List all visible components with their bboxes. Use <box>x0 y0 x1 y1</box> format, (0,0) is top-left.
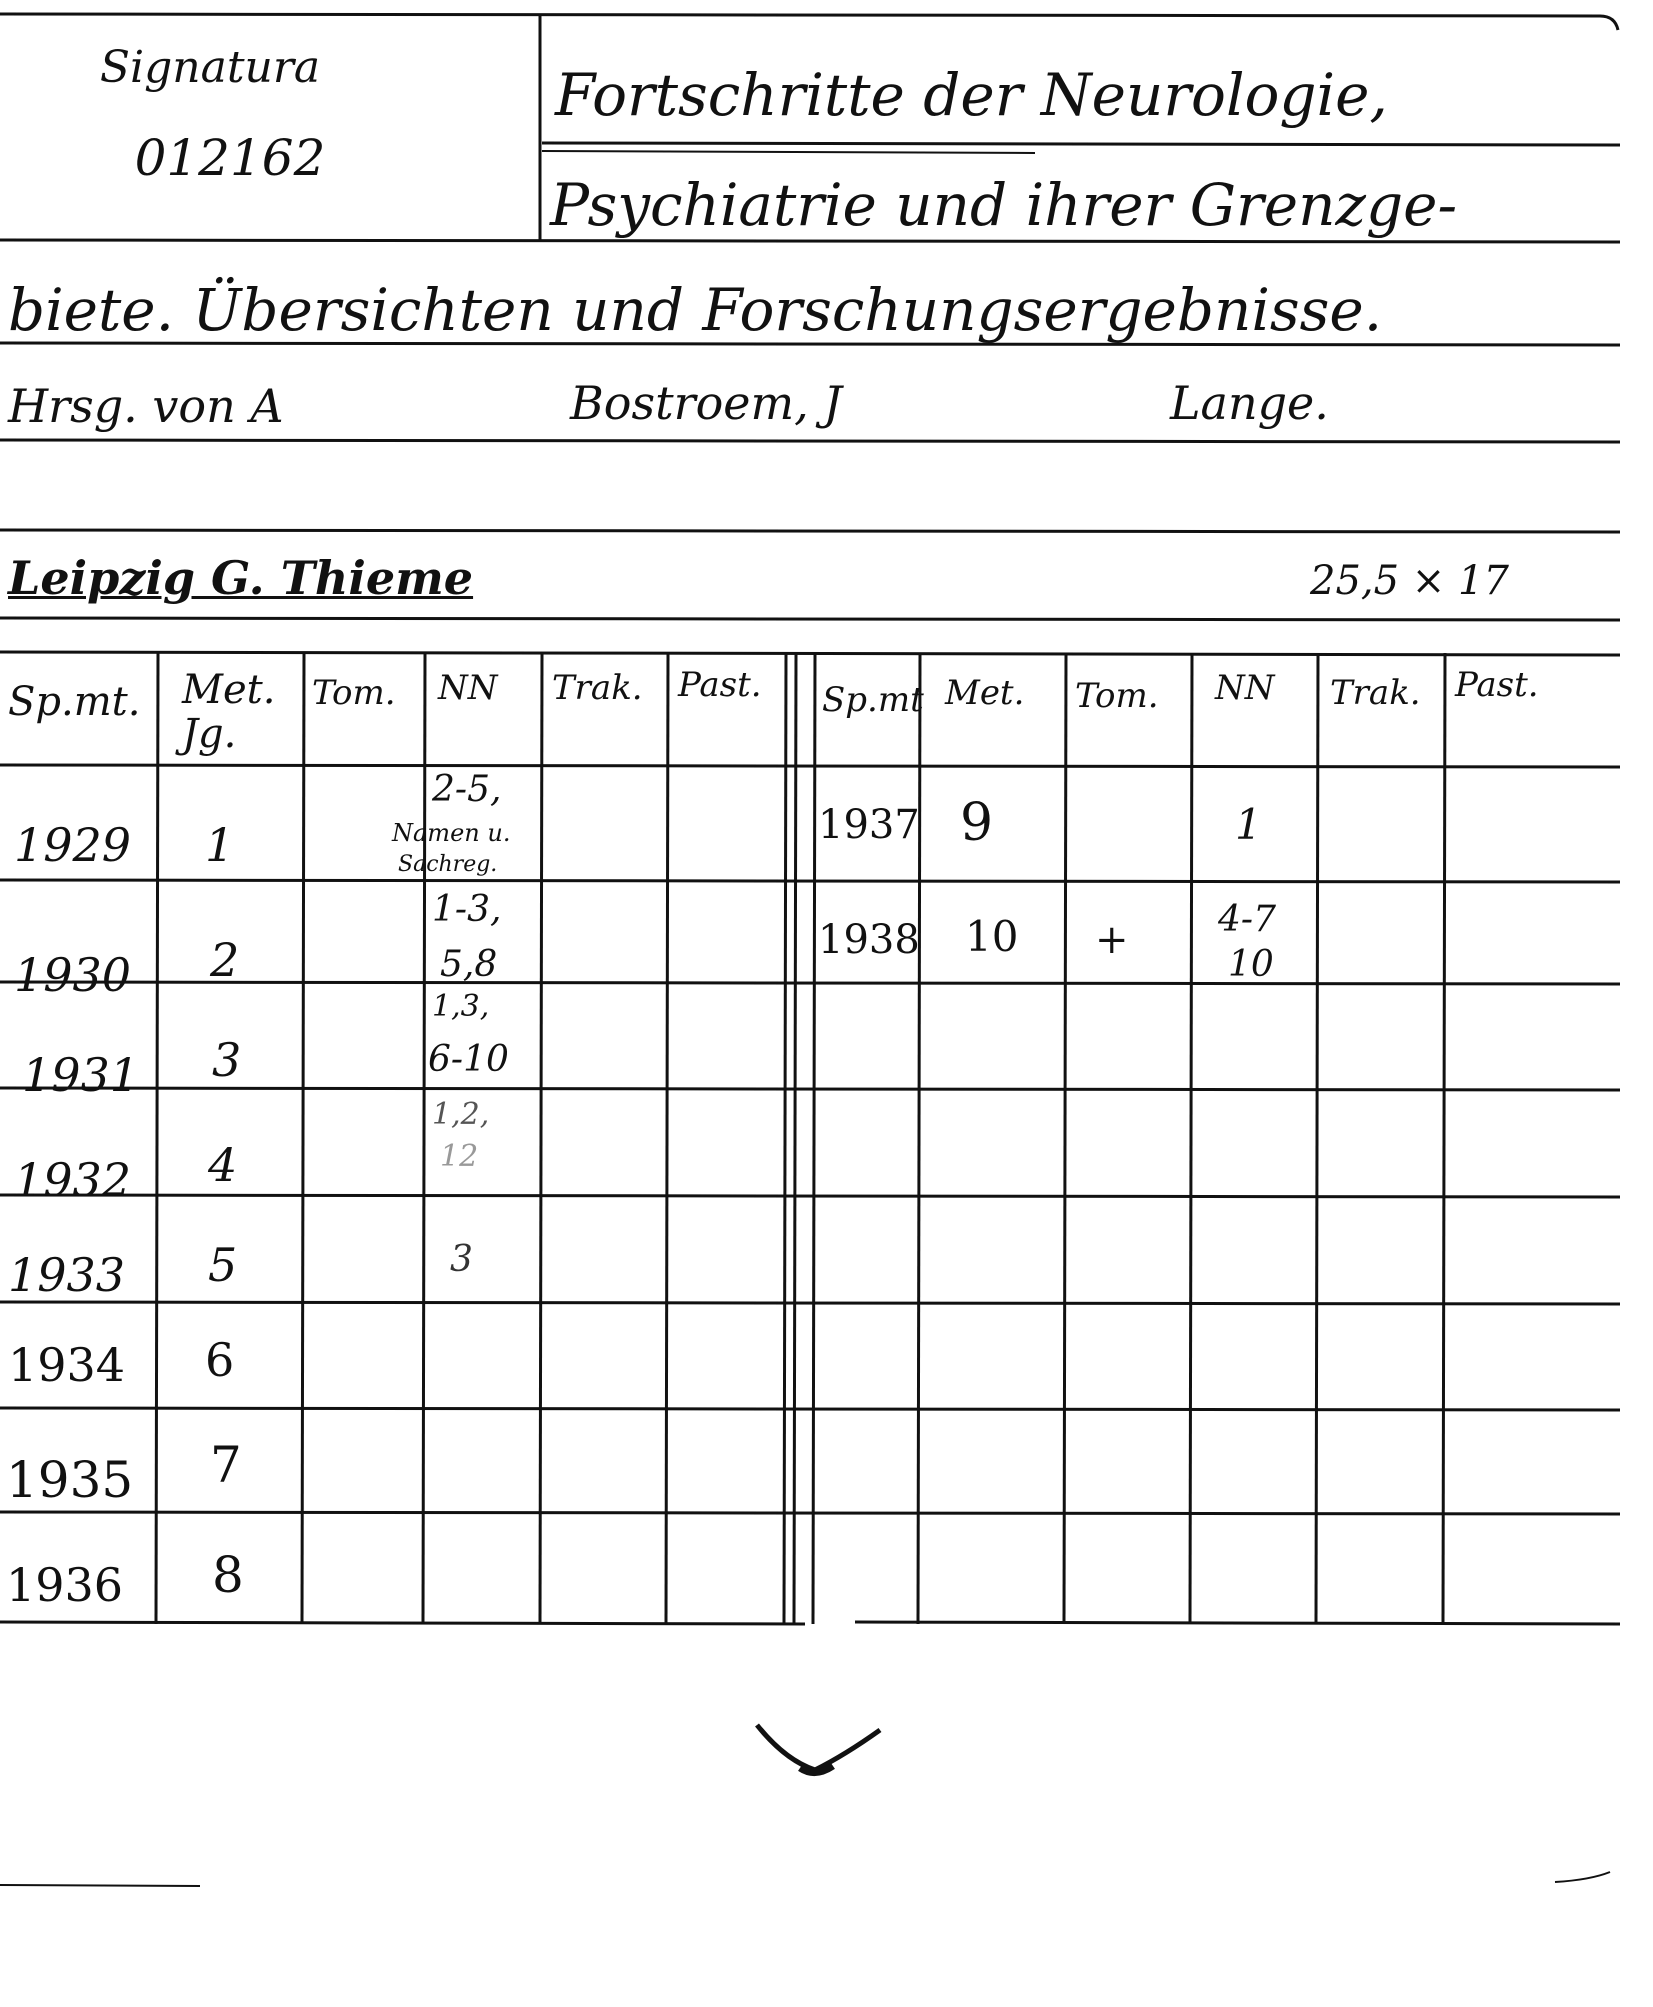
nn-cell: 1,3, <box>432 989 490 1024</box>
year-cell: 1938 <box>818 917 920 963</box>
column-header: Trak. <box>1330 673 1421 713</box>
year-cell: 1933 <box>8 1248 126 1302</box>
nn-cell: 1-3, <box>432 889 502 930</box>
column-header: Sp.mt. <box>8 679 141 725</box>
editor-name: Bostroem, J <box>570 376 842 430</box>
volume-cell: 2 <box>210 933 240 987</box>
column-header: NN <box>1215 668 1275 708</box>
year-cell: 1930 <box>14 948 132 1002</box>
year-cell: 1929 <box>14 818 132 872</box>
volume-cell: 4 <box>208 1138 238 1192</box>
year-cell: 1935 <box>6 1451 134 1509</box>
editors-prefix: Hrsg. von A <box>8 379 284 433</box>
volume-cell: 9 <box>960 793 994 853</box>
volume-cell: 7 <box>210 1436 242 1494</box>
nn-cell: 2-5, <box>432 769 502 810</box>
title-line-1: Fortschritte der Neurologie, <box>555 61 1388 129</box>
column-header: Past. <box>1455 665 1539 705</box>
nn-cell: 4-7 <box>1218 899 1276 940</box>
year-cell: 1931 <box>22 1048 140 1102</box>
nn-cell: 5,8 <box>440 944 498 985</box>
column-header: NN <box>438 668 498 708</box>
column-header: Met. Jg. <box>182 667 276 757</box>
volume-cell: 1 <box>205 818 235 872</box>
column-header: Tom. <box>312 673 396 713</box>
year-cell: 1934 <box>8 1338 126 1392</box>
nn-cell: 12 <box>440 1139 479 1174</box>
nn-cell: 10 <box>1228 944 1274 985</box>
title-line-3: biete. Übersichten und Forschungsergebnisse. <box>8 276 1383 344</box>
nn-note: Namen u. <box>392 819 511 847</box>
signature-label: Signatura <box>99 42 321 93</box>
nn-cell: 1,2, <box>432 1097 490 1132</box>
format: 25,5 × 17 <box>1310 558 1509 604</box>
column-header: Trak. <box>552 668 643 708</box>
column-header: Tom. <box>1075 676 1159 716</box>
volume-cell: 5 <box>208 1238 238 1292</box>
nn-cell: 1 <box>1235 800 1262 849</box>
title-line-2: Psychiatrie und ihrer Grenzge- <box>550 171 1458 239</box>
column-header: Met. <box>945 673 1025 713</box>
year-cell: 1937 <box>818 802 920 848</box>
publisher: Leipzig G. Thieme <box>8 551 474 605</box>
volume-cell: 8 <box>212 1546 244 1604</box>
signature-number: 012162 <box>134 129 326 187</box>
volume-cell: 6 <box>205 1333 235 1387</box>
year-cell: 1936 <box>6 1558 124 1612</box>
volume-cell: 3 <box>212 1033 242 1087</box>
tom-cell: + <box>1095 917 1129 963</box>
chevron-down-icon <box>755 1720 885 1790</box>
nn-note: Sachreg. <box>398 852 498 877</box>
year-cell: 1932 <box>14 1153 132 1207</box>
column-header: Sp.mt <box>822 680 924 720</box>
nn-cell: 6-10 <box>428 1039 509 1080</box>
nn-cell: 3 <box>450 1239 473 1280</box>
volume-cell: 10 <box>965 912 1019 961</box>
column-header: Past. <box>678 665 762 705</box>
editor-name: Lange. <box>1170 376 1329 430</box>
